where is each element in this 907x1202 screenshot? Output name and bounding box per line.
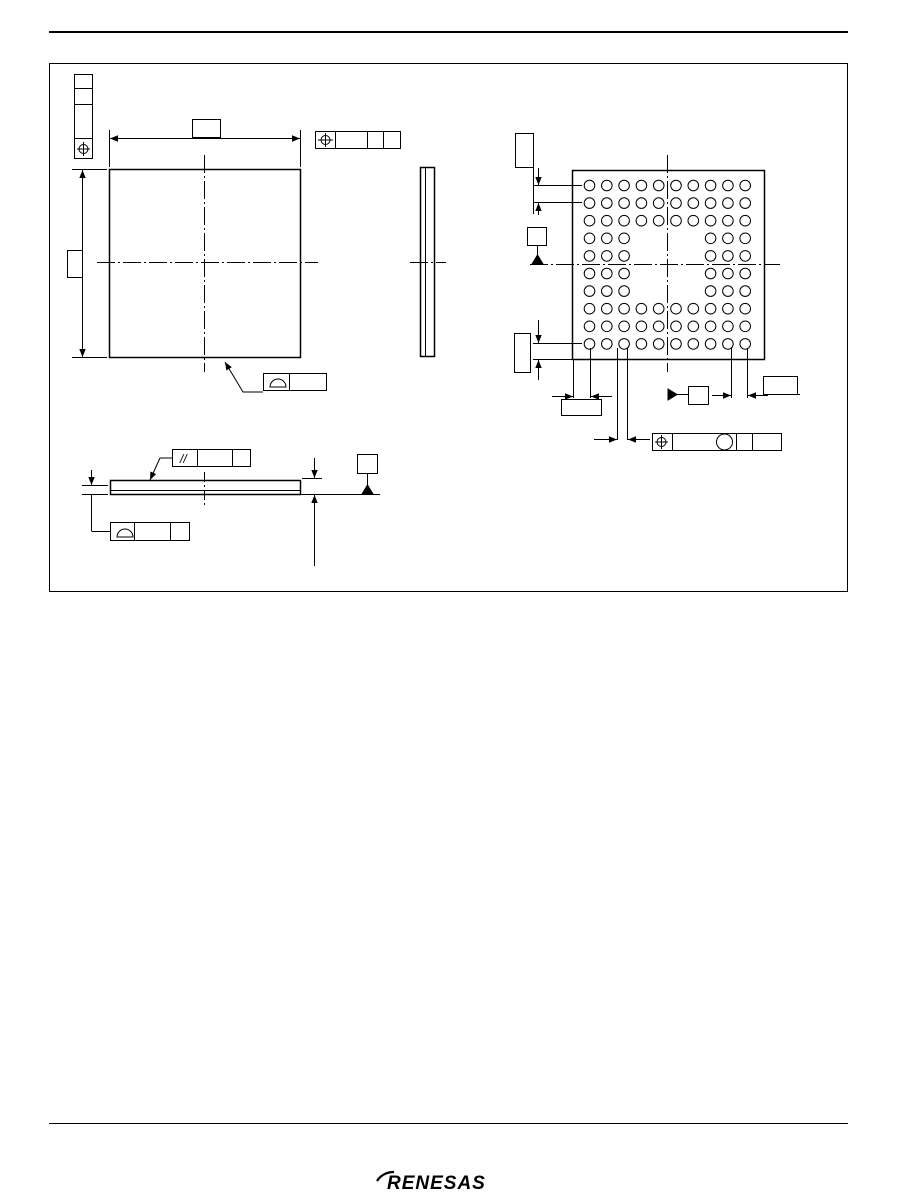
ball: [636, 215, 647, 226]
ball: [602, 339, 613, 350]
ball: [688, 321, 699, 332]
ball: [740, 180, 751, 191]
ball: [723, 180, 734, 191]
ball: [584, 268, 595, 279]
ball: [619, 215, 630, 226]
ball: [671, 321, 682, 332]
ball: [619, 321, 630, 332]
edge-dimension-box-vertical: [515, 334, 531, 373]
ball: [653, 180, 664, 191]
datum-box-bottom-view: [528, 228, 547, 246]
ball: [740, 339, 751, 350]
ball: [723, 286, 734, 297]
ball: [723, 233, 734, 244]
ball: [619, 303, 630, 314]
ball: [723, 321, 734, 332]
ball: [705, 198, 716, 209]
ball: [602, 303, 613, 314]
ball: [602, 286, 613, 297]
top-view: [68, 75, 401, 393]
ball: [584, 198, 595, 209]
ball: [636, 339, 647, 350]
ball: [671, 180, 682, 191]
ball: [584, 233, 595, 244]
ball: [619, 268, 630, 279]
pitch-dimension-box: [764, 377, 798, 395]
ball: [705, 251, 716, 262]
ball: [723, 198, 734, 209]
ball: [653, 339, 664, 350]
ball: [723, 268, 734, 279]
ball: [619, 251, 630, 262]
parallelism-symbol: //: [180, 452, 187, 466]
front-view-body: [111, 481, 301, 495]
ball: [602, 198, 613, 209]
ball: [653, 198, 664, 209]
ball: [584, 215, 595, 226]
ball: [584, 321, 595, 332]
profile-tolerance-frame-bottom: [111, 523, 190, 541]
ball: [602, 251, 613, 262]
ball: [653, 321, 664, 332]
ball: [723, 339, 734, 350]
ball: [584, 180, 595, 191]
ball: [602, 180, 613, 191]
bottom-view: [515, 134, 801, 451]
ball: [653, 215, 664, 226]
ball: [688, 180, 699, 191]
ball: [636, 180, 647, 191]
ball: [619, 286, 630, 297]
ball: [636, 303, 647, 314]
ball: [636, 321, 647, 332]
ball: [740, 215, 751, 226]
ball: [671, 198, 682, 209]
ball: [602, 321, 613, 332]
edge-dimension-box: [562, 400, 602, 416]
ball: [705, 303, 716, 314]
ball: [653, 303, 664, 314]
datum-box-right: [689, 387, 709, 405]
ball: [688, 215, 699, 226]
ball: [705, 180, 716, 191]
ball: [740, 321, 751, 332]
ball: [584, 303, 595, 314]
ball: [602, 215, 613, 226]
ball: [740, 251, 751, 262]
ball: [740, 268, 751, 279]
ball: [619, 180, 630, 191]
ball: [636, 198, 647, 209]
ball: [688, 339, 699, 350]
ball: [705, 286, 716, 297]
side-view: [410, 168, 446, 357]
pitch-dimension-box-vertical: [516, 134, 534, 168]
ball: [584, 339, 595, 350]
ball: [740, 303, 751, 314]
ball: [584, 286, 595, 297]
ball: [705, 233, 716, 244]
ball: [723, 215, 734, 226]
ball: [705, 268, 716, 279]
ball: [740, 233, 751, 244]
ball: [723, 251, 734, 262]
ball: [602, 233, 613, 244]
ball: [619, 233, 630, 244]
width-dimension-box: [193, 120, 221, 138]
ball: [705, 321, 716, 332]
ball: [723, 303, 734, 314]
ball: [671, 215, 682, 226]
renesas-logo-text: RENESAS: [387, 1173, 486, 1194]
ball: [740, 198, 751, 209]
ball: [671, 303, 682, 314]
drawing-frame: [50, 64, 848, 592]
ball: [705, 215, 716, 226]
ball: [671, 339, 682, 350]
ball: [584, 251, 595, 262]
ball: [688, 198, 699, 209]
datum-box-bottom: [358, 455, 378, 474]
ball: [602, 268, 613, 279]
ball: [619, 198, 630, 209]
front-view: [82, 450, 380, 567]
ball: [688, 303, 699, 314]
height-dimension-box: [68, 251, 83, 278]
ball: [705, 339, 716, 350]
renesas-logo: [377, 1172, 486, 1194]
ball: [740, 286, 751, 297]
profile-tolerance-frame-top: [264, 374, 327, 391]
ball: [619, 339, 630, 350]
